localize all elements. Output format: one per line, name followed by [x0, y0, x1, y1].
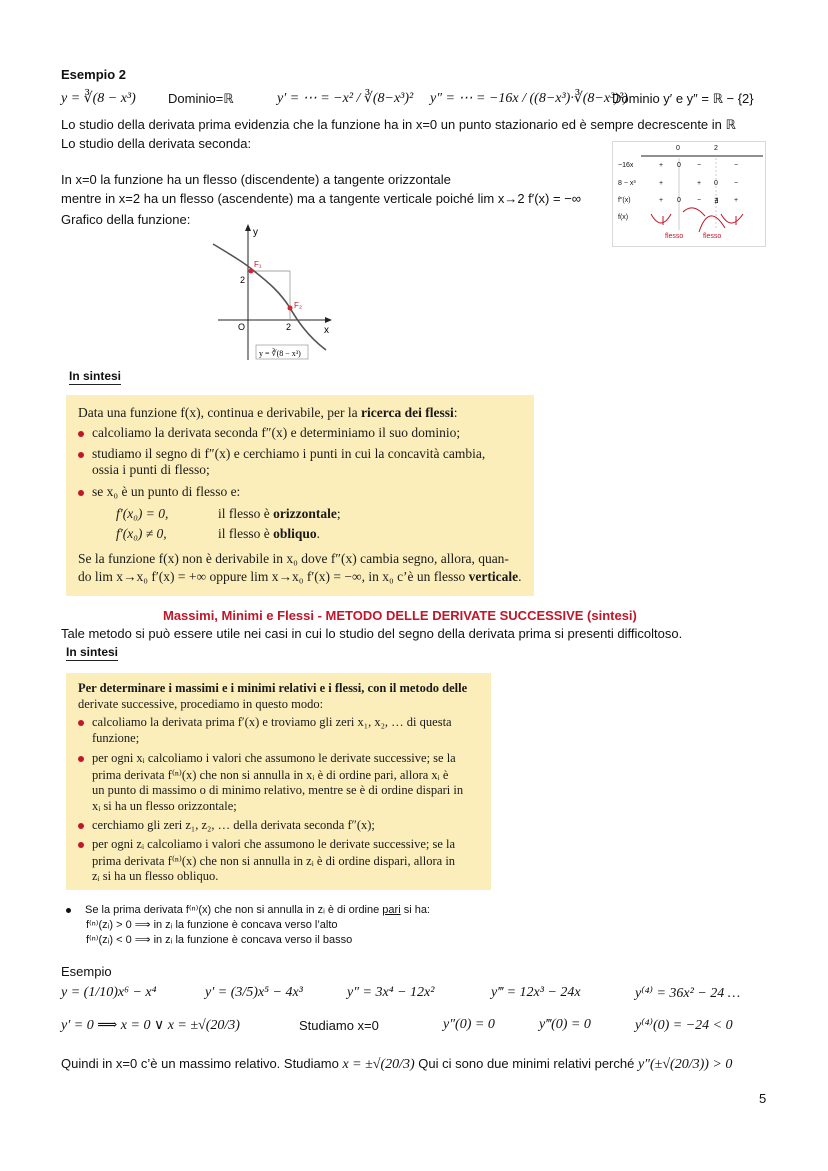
- ex-fourth-derivative: y⁽⁴⁾ = 36x² − 24 …: [635, 986, 741, 1001]
- box1-end-1: Se la funzione f(x) non è derivabile in x₀ dove f″(x) cambia segno, allora, quan-: [78, 551, 509, 566]
- box2-bullet-2-cont-1: prima derivata f⁽ⁿ⁾(x) che non si annulla in xᵢ è di ordine pari, allora xᵢ è: [92, 768, 449, 782]
- summary-box-successive-derivatives: [66, 673, 491, 890]
- box2-intro-2: derivate successive, procediamo in questo modo:: [78, 697, 324, 711]
- box1-cond-1-text: il flesso è orizzontale;: [218, 506, 341, 521]
- box1-bullet-2: studiamo il segno di f″(x) e cerchiamo i punti in cui la concavità cambia,: [78, 446, 485, 462]
- ex-y3-at-0: y‴(0) = 0: [539, 1017, 591, 1032]
- method-description: Tale metodo si può essere utile nei casi in cui lo studio del segno della derivata prima si presenti difficoltoso.: [61, 626, 683, 641]
- box1-cond-1: f′(x₀) = 0,: [116, 506, 169, 521]
- sign: ∄: [714, 198, 719, 205]
- row-label: 8 − x³: [618, 180, 636, 187]
- row-label: f(x): [618, 214, 629, 221]
- function-curve: [213, 244, 326, 350]
- box2-bullet-3: cerchiamo gli zeri z₁, z₂, … della derivata seconda f″(x);: [78, 818, 375, 833]
- box1-bullet-2-cont: ossia i punti di flesso;: [92, 462, 210, 477]
- second-derivative-formula: y″ = ⋯ = −16x / ((8−x³)·∛(8−x³)²): [430, 91, 628, 106]
- y-axis-label: y: [253, 227, 258, 238]
- note-line-2: f⁽ⁿ⁾(zᵢ) > 0 ⟹ in zᵢ la funzione è concava verso l’alto: [86, 919, 338, 931]
- text-line-5: Grafico della funzione:: [61, 212, 191, 227]
- derivatives-domain: Dominio y′ e y″ = ℝ − {2}: [612, 91, 754, 106]
- ex-third-derivative: y‴ = 12x³ − 24x: [491, 985, 581, 1000]
- summary-header-1: In sintesi: [69, 369, 122, 383]
- col-label-2: 2: [714, 145, 718, 152]
- box2-bullet-1: calcoliamo la derivata prima f′(x) e troviamo gli zeri x₁, x₂, … di questa: [78, 715, 452, 730]
- box1-bullet-1: calcoliamo la derivata seconda f″(x) e determiniamo il suo dominio;: [78, 425, 460, 441]
- example2-title: Esempio 2: [61, 67, 127, 82]
- ex-study-x0: Studiamo x=0: [299, 1018, 379, 1033]
- box2-intro-1: Per determinare i massimi e i minimi relativi e i flessi, con il metodo delle: [78, 681, 468, 695]
- sign-table: [612, 141, 766, 247]
- sign: 0: [677, 197, 681, 204]
- sign: −: [734, 180, 739, 187]
- method-title: Massimi, Minimi e Flessi - METODO DELLE DERIVATE SUCCESSIVE (sintesi): [163, 608, 637, 623]
- text-line-4: mentre in x=2 ha un flesso (ascendente) ma a tangente verticale poiché lim x→2 f′(x) = −∞: [61, 191, 582, 206]
- row-label: −16x: [618, 162, 634, 169]
- box2-bullet-2: per ogni xᵢ calcoliamo i valori che assumono le derivate successive; se la: [78, 751, 456, 766]
- ex-first-derivative: y′ = (3/5)x⁵ − 4x³: [205, 985, 303, 1000]
- inflection-point-1: [249, 269, 254, 274]
- sign: +: [697, 180, 702, 187]
- ex-function: y = (1/10)x⁶ − x⁴: [61, 985, 157, 1000]
- text-line-1: Lo studio della derivata prima evidenzia che la funzione ha in x=0 un punto stazionario ed è sempre decrescente in ℝ: [61, 117, 736, 132]
- box2-bullet-2-cont-2: un punto di massimo o di minimo relativo, mentre se è di ordine dispari in: [92, 783, 464, 797]
- first-derivative-formula: y′ = ⋯ = −x² / ∛(8−x³)²: [277, 91, 414, 106]
- box2-bullet-4-cont-1: prima derivata f⁽ⁿ⁾(x) che non si annulla in zᵢ è di ordine dispari, allora in: [92, 854, 456, 868]
- sign: +: [659, 162, 664, 169]
- origin-label: O: [238, 322, 246, 332]
- ex-y2-at-0: y″(0) = 0: [443, 1017, 495, 1032]
- sign: −: [697, 162, 702, 169]
- text-line-3: In x=0 la funzione ha un flesso (discendente) a tangente orizzontale: [61, 172, 451, 187]
- sign: 0: [714, 180, 718, 187]
- box1-end-2: do lim x→x₀ f′(x) = +∞ oppure lim x→x₀ f′(x) = −∞, in x₀ c’è un flesso verticale.: [78, 569, 522, 584]
- sign: +: [734, 197, 739, 204]
- col-label-0: 0: [676, 145, 680, 152]
- note-line-1: Se la prima derivata f⁽ⁿ⁾(x) che non si annulla in zᵢ è di ordine pari si ha:: [66, 903, 430, 916]
- ex-y4-at-0: y⁽⁴⁾(0) = −24 < 0: [635, 1018, 733, 1033]
- box2-bullet-2-cont-3: xᵢ si ha un flesso orizzontale;: [92, 799, 237, 813]
- ex-second-derivative: y″ = 3x⁴ − 12x²: [347, 985, 435, 1000]
- sign: −: [697, 197, 702, 204]
- function-formula: y = ∛(8 − x³): [61, 91, 136, 106]
- box2-bullet-4: per ogni zᵢ calcoliamo i valori che assumono le derivate successive; se la: [78, 837, 455, 852]
- point-label-f1: F₁: [254, 260, 262, 269]
- x-axis-label: x: [324, 325, 329, 336]
- sign: +: [659, 180, 664, 187]
- page-number: 5: [759, 1091, 767, 1106]
- point-label-f2: F₂: [294, 301, 302, 310]
- function-graph: [208, 220, 338, 365]
- inflection-point-2: [288, 306, 293, 311]
- ex-zeros: y′ = 0 ⟹ x = 0 ∨ x = ±√(20/3): [61, 1018, 240, 1033]
- graph-caption: y = ∛(8 − x³): [259, 349, 301, 358]
- y-tick-2: 2: [240, 275, 246, 285]
- box2-bullet-1-cont: funzione;: [92, 731, 140, 745]
- sign: −: [734, 162, 739, 169]
- sign: +: [659, 197, 664, 204]
- note-line-3: f⁽ⁿ⁾(zᵢ) < 0 ⟹ in zᵢ la funzione è concava verso il basso: [86, 934, 353, 946]
- box1-intro: Data una funzione f(x), continua e derivabile, per la ricerca dei flessi:: [78, 405, 458, 420]
- flesso-label-1: flesso: [665, 233, 684, 240]
- box2-bullet-4-cont-2: zᵢ si ha un flesso obliquo.: [92, 869, 219, 883]
- box1-cond-2: f′(x₀) ≠ 0,: [116, 526, 167, 541]
- flesso-label-2: flesso: [703, 233, 722, 240]
- row-label: f″(x): [618, 197, 631, 204]
- box1-bullet-3: se x₀ è un punto di flesso e:: [78, 484, 240, 500]
- text-line-2: Lo studio della derivata seconda:: [61, 136, 252, 151]
- sign-table-lines: [613, 142, 765, 246]
- summary-box-inflection: [66, 395, 534, 596]
- sign: 0: [677, 162, 681, 169]
- ex-conclusion: Quindi in x=0 c’è un massimo relativo. Studiamo x = ±√(20/3) Qui ci sono due minimi relativi perché y″(±√(20/3)) > 0: [61, 1056, 733, 1072]
- box1-cond-2-text: il flesso è obliquo.: [218, 526, 321, 541]
- example-title: Esempio: [61, 964, 112, 979]
- domain-text: Dominio=ℝ: [168, 91, 234, 106]
- x-tick-2: 2: [286, 322, 292, 332]
- summary-header-2: In sintesi: [66, 645, 119, 659]
